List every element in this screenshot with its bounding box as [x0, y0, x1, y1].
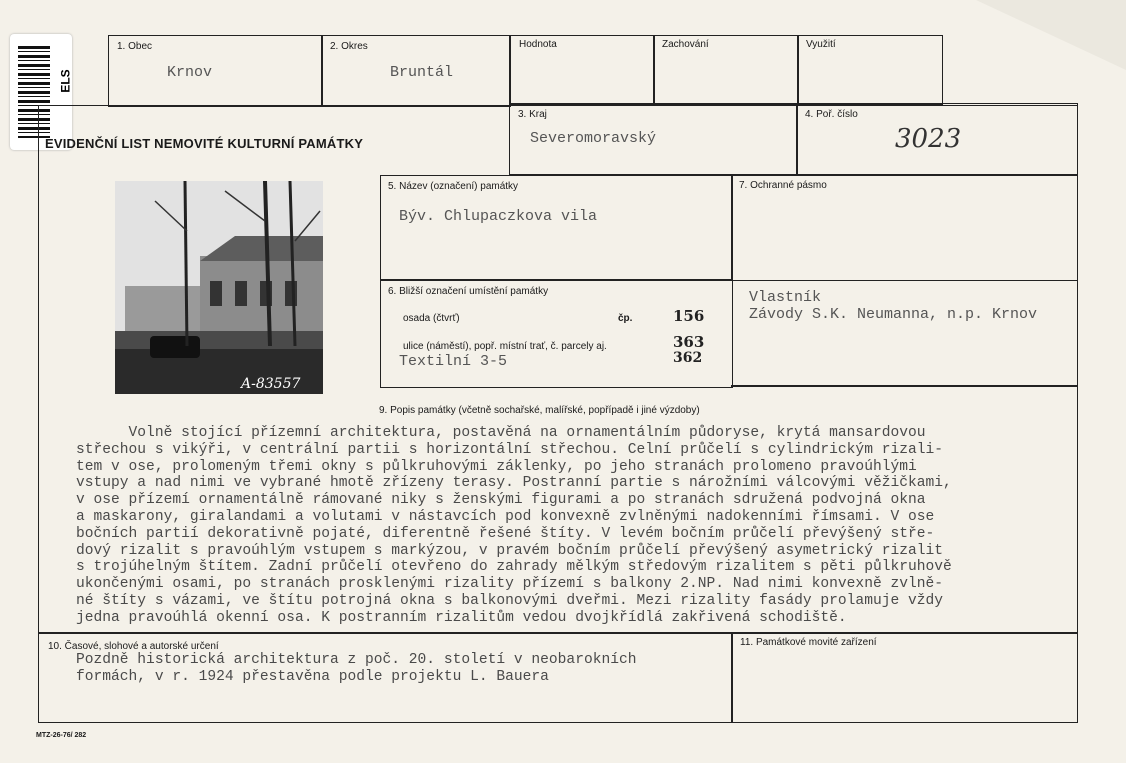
popis-line: Volně stojící přízemní architektura, postavěná na ornamentálním půdoryse, krytá mansardovou	[76, 425, 926, 441]
cp-label: čp.	[618, 313, 633, 324]
field-zachovani-label: Zachování	[662, 39, 709, 50]
field-vyuziti	[797, 35, 943, 105]
casove-label: 10. Časové, slohové a autorské určení	[48, 641, 219, 652]
field-umisteni	[380, 279, 733, 388]
field-kraj	[509, 103, 798, 175]
popis-line: a maskarony, giralandami a volutami v nástavcích pod konvexně zvlněnými nadokenními římsami. V ose	[76, 508, 935, 525]
parcela-1: 363	[673, 333, 705, 351]
popis-line: tem v ose, prolomeným třemi okny s půlkruhovými záklenky, po jeho stranách prolomeno pravoúhlými	[76, 458, 917, 475]
field-obec	[108, 35, 323, 107]
casove-text	[76, 652, 637, 686]
popis-label: 9. Popis památky (včetně sochařské, malířské, popřípadě i jiné výzdoby)	[379, 405, 700, 416]
field-por-cislo	[796, 103, 1078, 175]
field-hodnota-label: Hodnota	[519, 39, 557, 50]
field-ochranne-pasmo-label: 7. Ochranné pásmo	[739, 180, 827, 191]
field-nazev	[380, 175, 733, 281]
field-obec-value: Krnov	[167, 64, 213, 81]
page-title: EVIDENČNÍ LIST NEMOVITÉ KULTURNÍ PAMÁTKY	[45, 136, 364, 151]
field-hodnota	[509, 35, 655, 105]
ulice-label: ulice (náměstí), popř. místní trať, č. parcely aj.	[403, 341, 607, 352]
field-zachovani	[653, 35, 799, 105]
casove-line: formách, v r. 1924 přestavěna podle projektu L. Bauera	[76, 668, 549, 685]
building-photo-image	[115, 181, 323, 394]
field-ochranne-pasmo	[731, 175, 1078, 281]
field-kraj-value: Severomoravský	[530, 130, 657, 147]
field-okres-value: Bruntál	[390, 64, 454, 81]
divider-vertical-bottom	[731, 632, 733, 723]
field-vyuziti-label: Využití	[806, 39, 836, 50]
vlastnik-value: Závody S.K. Neumanna, n.p. Krnov	[749, 306, 1038, 323]
popis-line: v ose přízemí ornamentálně rámované niky s ženskými figurami a po stranách sdružená podvojná okna	[76, 492, 926, 509]
popis-line: dový rizalit s pravoúhlým vstupem s markýzou, v pravém bočním průčelí převýšený asymetrický rizalit	[76, 542, 944, 559]
cp-value: 156	[673, 307, 705, 325]
popis-line: ukončenými osami, po stranách prosklenými rizality přízemí s balkony 2.NP. Nad nimi konvexně zvlně-	[76, 576, 944, 593]
field-okres-label: 2. Okres	[330, 41, 368, 52]
osada-label: osada (čtvrť)	[403, 313, 460, 324]
popis-line: s trojúhelným štítem. Zadní průčelí otevřeno do zahrady mělkým středovým rizalitem s pěti půlkruhově	[76, 559, 952, 576]
field-por-cislo-value: 3023	[895, 124, 962, 154]
casove-line: Pozdně historická architektura z poč. 20. století v neobarokních	[76, 652, 637, 668]
field-umisteni-label: 6. Bližší označení umístění památky	[388, 286, 549, 297]
movita-label: 11. Památkové movité zařízení	[740, 637, 877, 648]
photo-number: A-83557	[241, 376, 301, 392]
card-corner	[976, 0, 1126, 70]
popis-line: jedna pravoúhlá okenní osa. K postranním rizalitům vedou dvojkřídlá zakřivená schodiště.	[76, 609, 847, 626]
field-por-cislo-label: 4. Poř. číslo	[805, 109, 858, 120]
popis-line: vstupy a nad nimi ve vybrané hmotě zřízeny terasy. Postranní partie s nárožními válcovými věžičkami,	[76, 475, 952, 492]
popis-text	[76, 425, 952, 627]
popis-line: bočních partií dekorativně pojaté, diferentně řešené štíty. V levém bočním průčelí převýšený stře-	[76, 525, 935, 542]
field-kraj-label: 3. Kraj	[518, 109, 547, 120]
ulice-value: Textilní 3-5	[399, 353, 508, 370]
field-nazev-label: 5. Název (označení) památky	[388, 181, 519, 192]
barcode-text: ELS	[58, 69, 73, 93]
divider-bottom	[38, 632, 1078, 634]
divider-vlastnik	[731, 385, 1078, 387]
popis-line: né štíty s vázami, ve štítu potrojná okna s balkonovými dveřmi. Mezi rizality fasády prolamuje vždy	[76, 592, 944, 609]
field-okres	[321, 35, 511, 107]
parcela-2: 362	[673, 350, 703, 366]
footer-code: MTZ-26-76/ 282	[36, 732, 87, 739]
popis-line: střechou s vikýři, v centrální partii s horizontální střechou. Celní průčelí s cylindrickým rizali-	[76, 441, 944, 458]
field-vlastnik	[733, 281, 1076, 386]
building-photo	[115, 181, 323, 394]
vlastnik-label: Vlastník	[749, 289, 822, 306]
field-nazev-value: Býv. Chlupaczkova vila	[399, 208, 598, 225]
field-obec-label: 1. Obec	[117, 41, 153, 52]
